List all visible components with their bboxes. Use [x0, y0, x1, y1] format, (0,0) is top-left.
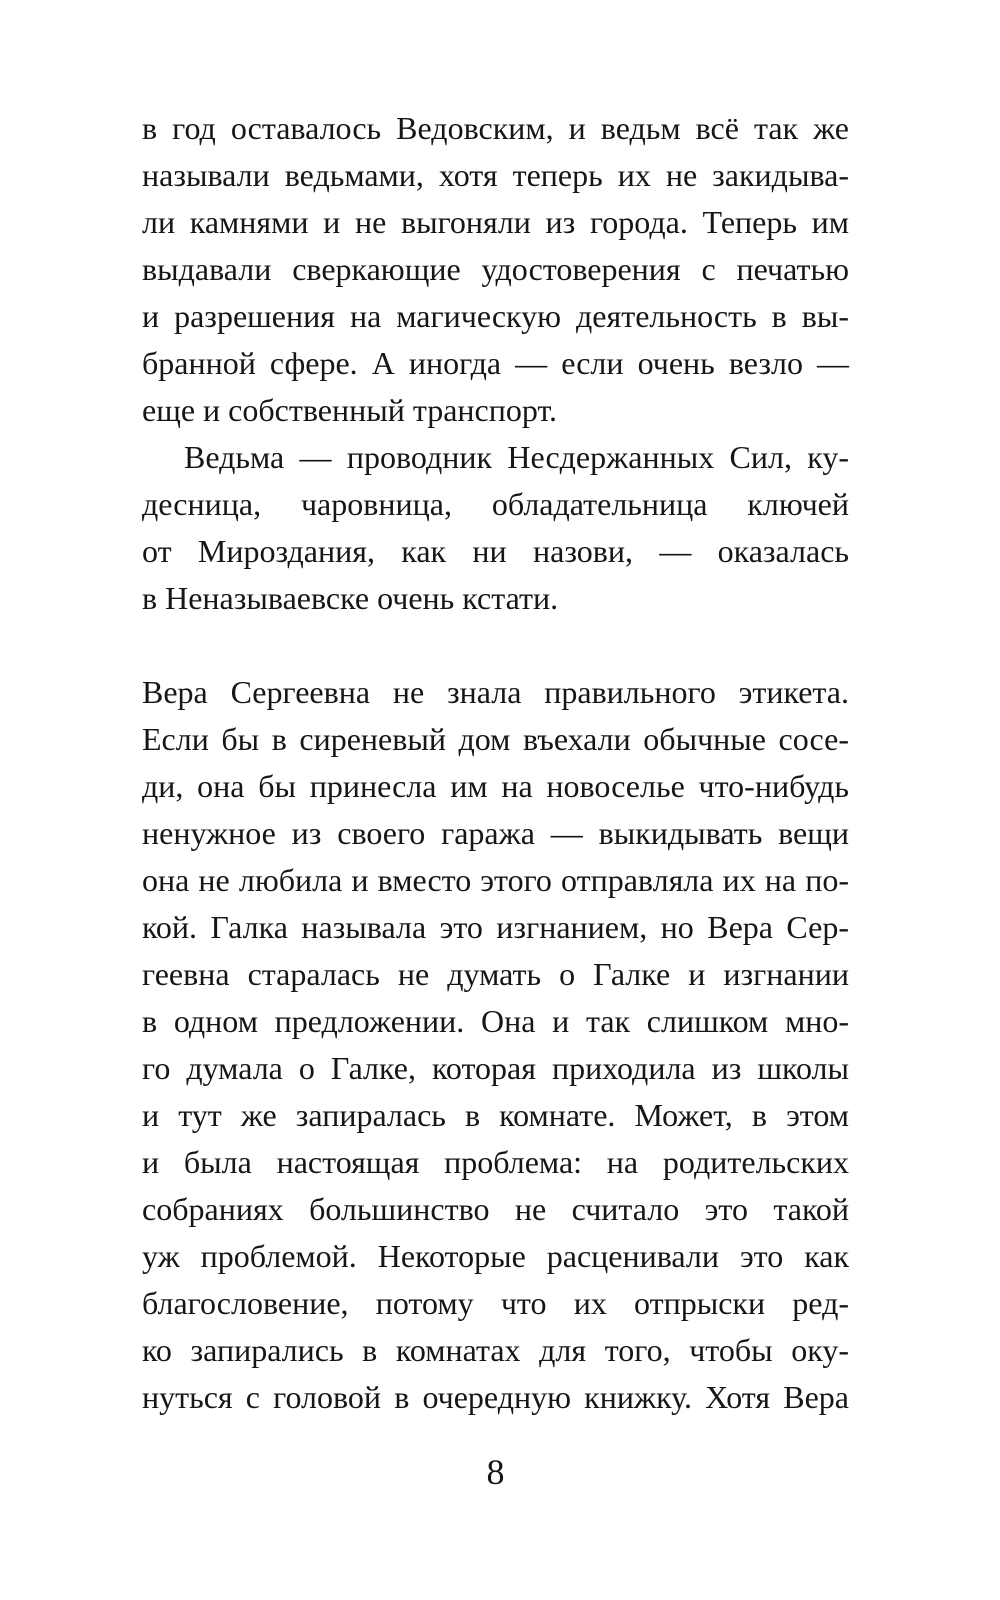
text-line: нуться с головой в очередную книжку. Хотя Вера: [142, 1379, 849, 1415]
text-line: ди, она бы принесла им на новоселье что-нибудь: [142, 768, 849, 804]
text-line: и разрешения на магическую деятельность в вы-: [142, 298, 849, 334]
text-line: в Неназываевске очень кстати.: [142, 580, 559, 616]
text-line: в одном предложении. Она и так слишком мно-: [142, 1003, 849, 1039]
text-line: называли ведьмами, хотя теперь их не закидыва-: [142, 157, 849, 193]
text-line: десница, чаровница, обладательница ключей: [142, 486, 849, 522]
text-line: Ведьма — проводник Несдержанных Сил, ку-: [184, 439, 849, 475]
text-line: благословение, потому что их отпрыски ред-: [142, 1285, 849, 1321]
text-line: от Мироздания, как ни назови, — оказалась: [142, 533, 849, 569]
section-gap: [142, 622, 849, 669]
text-line: и была настоящая проблема: на родительских: [142, 1144, 849, 1180]
text-line: собраниях большинство не считало это такой: [142, 1191, 849, 1227]
text-line: бранной сфере. А иногда — если очень везло —: [142, 345, 849, 381]
text-line: и тут же запиралась в комнате. Может, в этом: [142, 1097, 849, 1133]
text-block: [142, 105, 849, 1421]
text-line: еще и собственный транспорт.: [142, 392, 558, 428]
text-line: она не любила и вместо этого отправляла их на по-: [142, 862, 849, 898]
text-line: Если бы в сиреневый дом въехали обычные сосе-: [142, 721, 849, 757]
text-line: геевна старалась не думать о Галке и изгнании: [142, 956, 849, 992]
text-line: Вера Сергеевна не знала правильного этикета.: [142, 674, 849, 710]
text-line: ко запирались в комнатах для того, чтобы оку-: [142, 1332, 849, 1368]
paragraph-3: [142, 669, 849, 1421]
text-line: ли камнями и не выгоняли из города. Теперь им: [142, 204, 849, 240]
text-line: в год оставалось Ведовским, и ведьм всё так же: [142, 110, 849, 146]
text-line: го думала о Галке, которая приходила из школы: [142, 1050, 849, 1086]
text-line: кой. Галка называла это изгнанием, но Вера Сер-: [142, 909, 849, 945]
text-line: ненужное из своего гаража — выкидывать вещи: [142, 815, 849, 851]
paragraph-2: [142, 434, 849, 622]
text-line: выдавали сверкающие удостоверения с печатью: [142, 251, 849, 287]
text-line: уж проблемой. Некоторые расценивали это как: [142, 1238, 849, 1274]
paragraph-1: [142, 105, 849, 434]
page-number: 8: [486, 1452, 505, 1492]
